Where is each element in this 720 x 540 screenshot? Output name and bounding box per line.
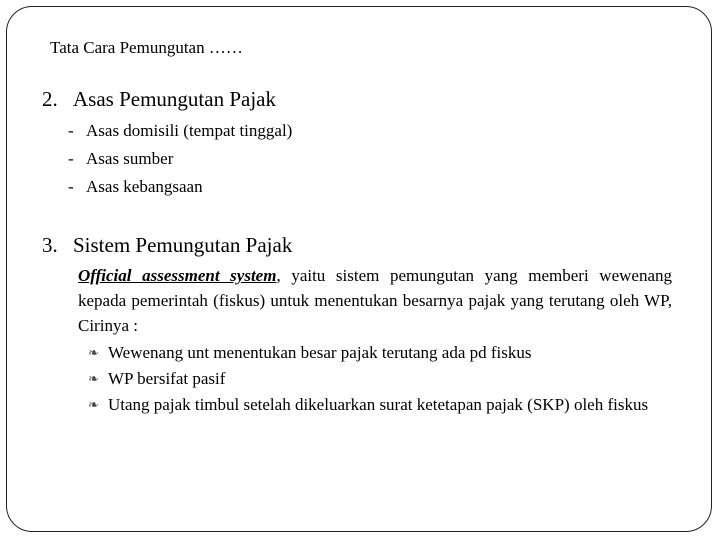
list-item-text: Utang pajak timbul setelah dikeluarkan surat ketetapan pajak (SKP) oleh fiskus: [108, 395, 649, 414]
list-item-text: Wewenang unt menentukan besar pajak terutang ada pd fiskus: [108, 343, 532, 362]
dash-marker: -: [68, 177, 74, 196]
flourish-bullet-icon: ❧: [88, 371, 99, 386]
list-item: [68, 117, 292, 145]
list-item-text: Asas kebangsaan: [86, 177, 203, 196]
paragraph-body: , yaitu sistem pemungutan yang memberi wewenang kepada pemerintah (fiskus) untuk menentukan besarnya pajak yang terutang oleh WP, Cirinya :: [78, 266, 672, 335]
section-2-number: 2.: [42, 87, 58, 111]
slide-header-title: Tata Cara Pemungutan ……: [50, 38, 243, 57]
section-3-number: 3.: [42, 233, 58, 257]
list-item-text: WP bersifat pasif: [108, 369, 226, 388]
section-2-list: [68, 117, 292, 201]
section-3-bullets: [88, 340, 668, 418]
list-item: [68, 145, 292, 173]
section-3-heading: [42, 232, 292, 258]
flourish-bullet-icon: ❧: [88, 345, 99, 360]
section-3-paragraph: [78, 263, 672, 338]
list-item: [88, 340, 668, 366]
section-2-title: Asas Pemungutan Pajak: [73, 87, 276, 111]
list-item: [88, 366, 668, 392]
paragraph-term: Official assessment system: [78, 266, 277, 285]
list-item: [68, 173, 292, 201]
list-item-text: Asas domisili (tempat tinggal): [86, 121, 293, 140]
dash-marker: -: [68, 149, 74, 168]
section-2-heading: [42, 86, 276, 112]
list-item-text: Asas sumber: [86, 149, 174, 168]
list-item: [88, 392, 668, 418]
section-3-title: Sistem Pemungutan Pajak: [73, 233, 293, 257]
dash-marker: -: [68, 121, 74, 140]
flourish-bullet-icon: ❧: [88, 397, 99, 412]
